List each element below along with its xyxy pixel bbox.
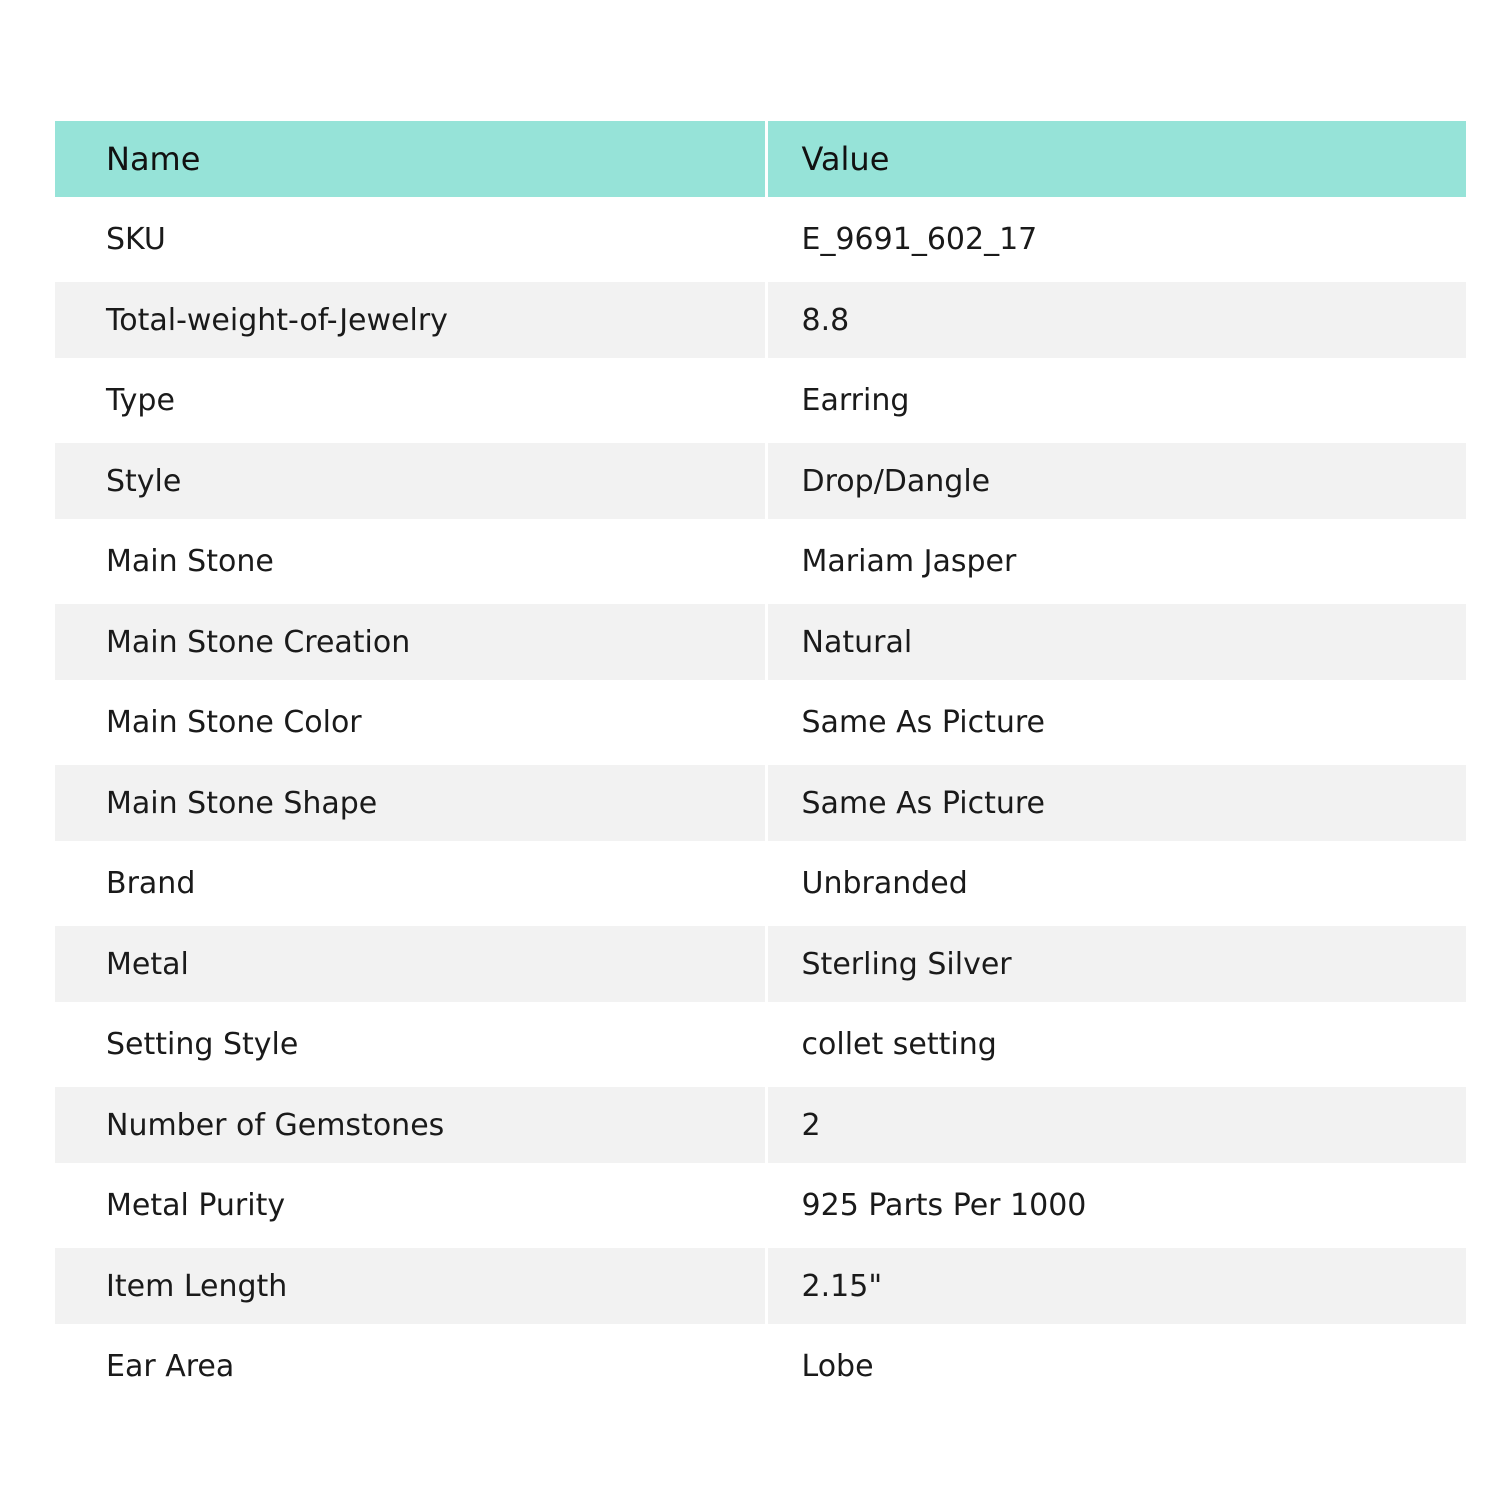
row-value-cell: Mariam Jasper [801, 544, 1017, 579]
row-value-cell: 925 Parts Per 1000 [801, 1188, 1087, 1223]
row-name-cell: Metal [106, 946, 189, 982]
spec-table [55, 121, 1466, 1409]
table-row [55, 1248, 1466, 1324]
table-row [55, 1324, 1466, 1409]
table-row [55, 1163, 1466, 1248]
row-name-cell: Main Stone Shape [106, 785, 378, 821]
header-value-cell: Value [801, 140, 890, 178]
row-name-cell: Setting Style [106, 1027, 299, 1062]
row-name-cell: Type [106, 383, 175, 418]
row-value-cell: Lobe [801, 1349, 874, 1384]
row-value-cell: 8.8 [801, 302, 850, 338]
row-name-cell: Ear Area [106, 1349, 235, 1384]
row-name-cell: Main Stone Color [106, 705, 362, 740]
row-name-cell: Brand [106, 866, 196, 901]
table-row [55, 765, 1466, 841]
row-name-cell: Main Stone Creation [106, 624, 411, 660]
row-name-cell: Metal Purity [106, 1188, 286, 1223]
row-value-cell: 2 [801, 1107, 821, 1143]
row-value-cell: Same As Picture [801, 785, 1046, 821]
header-name-cell: Name [106, 140, 201, 178]
row-value-cell: Drop/Dangle [801, 463, 991, 499]
row-value-cell: Same As Picture [801, 705, 1046, 740]
row-value-cell: 2.15" [801, 1268, 883, 1304]
table-row [55, 841, 1466, 926]
row-value-cell: Unbranded [801, 866, 968, 901]
row-value-cell: Natural [801, 624, 913, 660]
row-name-cell: Item Length [106, 1268, 288, 1304]
table-row [55, 519, 1466, 604]
table-row [55, 443, 1466, 519]
row-value-cell: Earring [801, 383, 910, 418]
table-header-row [55, 121, 1466, 197]
table-row [55, 1002, 1466, 1087]
table-row [55, 680, 1466, 765]
row-name-cell: SKU [106, 222, 166, 257]
row-value-cell: collet setting [801, 1027, 997, 1062]
row-name-cell: Main Stone [106, 544, 274, 579]
row-name-cell: Style [106, 463, 182, 499]
row-value-cell: E_9691_602_17 [801, 222, 1038, 257]
row-name-cell: Total-weight-of-Jewelry [106, 302, 448, 338]
table-row [55, 1087, 1466, 1163]
table-body [55, 197, 1466, 1409]
row-name-cell: Number of Gemstones [106, 1107, 445, 1143]
table-row [55, 197, 1466, 282]
table-row [55, 358, 1466, 443]
table-row [55, 926, 1466, 1002]
row-value-cell: Sterling Silver [801, 946, 1012, 982]
table-row [55, 604, 1466, 680]
table-row [55, 282, 1466, 358]
